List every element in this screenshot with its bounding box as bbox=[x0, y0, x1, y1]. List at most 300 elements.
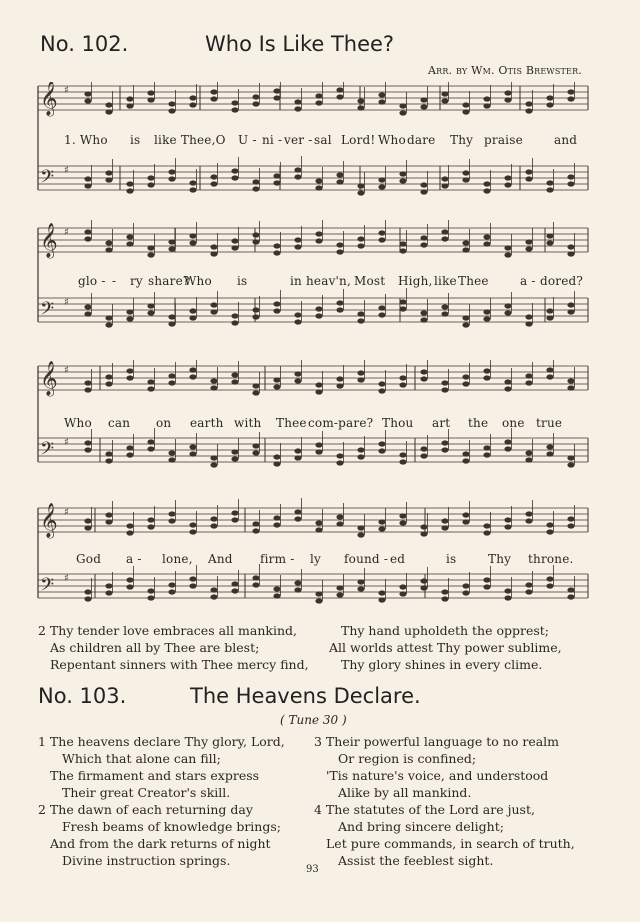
tune-reference: ( Tune 30 ) bbox=[280, 713, 347, 727]
note-head bbox=[210, 181, 217, 186]
lyric-word: Who bbox=[184, 274, 212, 288]
note-head bbox=[168, 108, 175, 113]
note-head bbox=[147, 245, 154, 250]
note-head bbox=[105, 374, 112, 379]
lyric-word: Thee bbox=[276, 416, 307, 430]
note-head bbox=[231, 456, 238, 461]
verse-2 bbox=[38, 801, 285, 869]
treble-clef-icon: 𝄞 bbox=[40, 503, 58, 538]
note-head bbox=[189, 367, 196, 372]
note-head bbox=[483, 103, 490, 108]
note-head bbox=[252, 450, 259, 455]
note-head bbox=[294, 319, 301, 324]
note-head bbox=[231, 238, 238, 243]
note-head bbox=[483, 241, 490, 246]
note-head bbox=[105, 381, 112, 386]
note-head bbox=[378, 441, 385, 446]
note-head bbox=[294, 587, 301, 592]
verse-line: 3 Their powerful language to no realm bbox=[314, 734, 560, 749]
note-head bbox=[168, 589, 175, 594]
verse-4 bbox=[314, 801, 575, 869]
note-head bbox=[168, 518, 175, 523]
note-head bbox=[84, 98, 91, 103]
note-head bbox=[315, 313, 322, 318]
lyric-word: Who bbox=[64, 416, 92, 430]
note-head bbox=[168, 321, 175, 326]
note-head bbox=[105, 458, 112, 463]
note-head bbox=[126, 368, 133, 373]
verse-line: As children all by Thee are blest; bbox=[50, 640, 260, 655]
key-sharp-icon: ♯ bbox=[64, 227, 69, 238]
note-head bbox=[147, 379, 154, 384]
note-head bbox=[252, 314, 259, 319]
note-head bbox=[147, 524, 154, 529]
note-head bbox=[126, 584, 133, 589]
note-head bbox=[525, 450, 532, 455]
note-head bbox=[525, 108, 532, 113]
lyric-word: Thy bbox=[488, 552, 512, 566]
note-head bbox=[441, 518, 448, 523]
note-head bbox=[357, 525, 364, 530]
note-head bbox=[483, 445, 490, 450]
verse-line: Which that alone can fill; bbox=[62, 751, 221, 766]
note-head bbox=[483, 584, 490, 589]
lyric-word: ry bbox=[130, 274, 143, 288]
note-head bbox=[294, 580, 301, 585]
note-head bbox=[357, 190, 364, 195]
lyric-word: 1. Who bbox=[64, 133, 108, 147]
lyric-word: in heav'n, bbox=[290, 274, 351, 288]
treble-clef-icon: 𝄞 bbox=[40, 223, 58, 258]
note-head bbox=[336, 453, 343, 458]
note-head bbox=[504, 588, 511, 593]
note-head bbox=[126, 188, 133, 193]
note-head bbox=[189, 583, 196, 588]
note-head bbox=[462, 590, 469, 595]
note-head bbox=[378, 237, 385, 242]
note-head bbox=[504, 90, 511, 95]
note-head bbox=[231, 510, 238, 515]
note-head bbox=[315, 306, 322, 311]
note-head bbox=[168, 373, 175, 378]
note-head bbox=[546, 576, 553, 581]
key-sharp-icon: ♯ bbox=[64, 165, 69, 176]
treble-clef-icon: 𝄞 bbox=[40, 82, 58, 116]
note-head bbox=[357, 318, 364, 323]
note-head bbox=[462, 451, 469, 456]
note-head bbox=[525, 176, 532, 181]
note-head bbox=[84, 596, 91, 601]
note-head bbox=[525, 314, 532, 319]
note-head bbox=[210, 244, 217, 249]
note-head bbox=[420, 531, 427, 536]
note-head bbox=[273, 301, 280, 306]
bass-clef-icon: 𝄢 bbox=[40, 439, 55, 464]
note-head bbox=[315, 527, 322, 532]
note-head bbox=[462, 458, 469, 463]
note-head bbox=[252, 239, 259, 244]
note-head bbox=[189, 374, 196, 379]
lyric-word: on bbox=[156, 416, 172, 430]
note-head bbox=[504, 175, 511, 180]
note-head bbox=[546, 102, 553, 107]
note-head bbox=[420, 578, 427, 583]
lyric-word: dare bbox=[407, 133, 436, 147]
lyric-word: Thee bbox=[458, 274, 489, 288]
note-head bbox=[462, 512, 469, 517]
note-head bbox=[189, 529, 196, 534]
note-head bbox=[273, 88, 280, 93]
note-head bbox=[105, 170, 112, 175]
note-head bbox=[84, 525, 91, 530]
note-head bbox=[525, 169, 532, 174]
note-head bbox=[504, 252, 511, 257]
note-head bbox=[315, 382, 322, 387]
note-head bbox=[336, 179, 343, 184]
note-head bbox=[546, 529, 553, 534]
note-head bbox=[252, 443, 259, 448]
note-head bbox=[231, 588, 238, 593]
note-head bbox=[441, 440, 448, 445]
lyric-word: share? bbox=[148, 274, 190, 288]
note-head bbox=[336, 94, 343, 99]
note-head bbox=[567, 523, 574, 528]
note-head bbox=[126, 181, 133, 186]
note-head bbox=[420, 104, 427, 109]
lyric-word: Thou bbox=[382, 416, 414, 430]
note-head bbox=[126, 523, 133, 528]
note-head bbox=[462, 102, 469, 107]
note-head bbox=[147, 182, 154, 187]
note-head bbox=[84, 91, 91, 96]
bass-clef-icon: 𝄢 bbox=[40, 167, 55, 192]
verse-1 bbox=[38, 733, 285, 801]
note-head bbox=[105, 109, 112, 114]
music-system-2 bbox=[0, 220, 640, 360]
note-head bbox=[420, 585, 427, 590]
note-head bbox=[441, 311, 448, 316]
note-head bbox=[504, 182, 511, 187]
note-head bbox=[504, 310, 511, 315]
lyric-word: ver - bbox=[284, 133, 313, 147]
lyric-word: found - bbox=[344, 552, 389, 566]
note-head bbox=[525, 321, 532, 326]
note-head bbox=[189, 240, 196, 245]
note-head bbox=[399, 382, 406, 387]
note-head bbox=[336, 249, 343, 254]
note-head bbox=[462, 322, 469, 327]
note-head bbox=[336, 592, 343, 597]
note-head bbox=[294, 371, 301, 376]
note-head bbox=[147, 386, 154, 391]
note-head bbox=[399, 171, 406, 176]
note-head bbox=[462, 315, 469, 320]
note-head bbox=[147, 446, 154, 451]
verse-line: Fresh beams of knowledge brings; bbox=[62, 819, 281, 834]
note-head bbox=[504, 303, 511, 308]
key-sharp-icon: ♯ bbox=[64, 437, 69, 448]
key-sharp-icon: ♯ bbox=[64, 297, 69, 308]
note-head bbox=[441, 304, 448, 309]
note-head bbox=[441, 98, 448, 103]
staff-pair-2 bbox=[0, 220, 640, 360]
note-head bbox=[483, 375, 490, 380]
note-head bbox=[126, 577, 133, 582]
note-head bbox=[210, 594, 217, 599]
note-head bbox=[231, 313, 238, 318]
verse-line: 1 The heavens declare Thy glory, Lord, bbox=[38, 734, 285, 749]
lyric-word: com-pare? bbox=[308, 416, 374, 430]
note-head bbox=[546, 240, 553, 245]
note-head bbox=[210, 302, 217, 307]
note-head bbox=[231, 100, 238, 105]
note-head bbox=[504, 97, 511, 102]
note-head bbox=[546, 308, 553, 313]
note-head bbox=[483, 316, 490, 321]
note-head bbox=[567, 309, 574, 314]
verse-line: Alike by all mankind. bbox=[338, 785, 472, 800]
note-head bbox=[567, 89, 574, 94]
note-head bbox=[567, 302, 574, 307]
note-head bbox=[378, 381, 385, 386]
note-head bbox=[273, 308, 280, 313]
note-head bbox=[294, 509, 301, 514]
note-head bbox=[357, 454, 364, 459]
note-head bbox=[483, 530, 490, 535]
note-head bbox=[546, 367, 553, 372]
note-head bbox=[126, 445, 133, 450]
note-head bbox=[378, 230, 385, 235]
note-head bbox=[399, 591, 406, 596]
note-head bbox=[336, 307, 343, 312]
note-head bbox=[546, 233, 553, 238]
note-head bbox=[189, 576, 196, 581]
note-head bbox=[273, 173, 280, 178]
note-head bbox=[126, 241, 133, 246]
note-head bbox=[84, 589, 91, 594]
note-head bbox=[126, 234, 133, 239]
note-head bbox=[567, 594, 574, 599]
lyric-word: art bbox=[432, 416, 451, 430]
lyric-word: is bbox=[446, 552, 457, 566]
verse-line: Their great Creator's skill. bbox=[62, 785, 231, 800]
bass-clef-icon: 𝄢 bbox=[40, 575, 55, 600]
note-head bbox=[84, 304, 91, 309]
note-head bbox=[504, 517, 511, 522]
note-head bbox=[420, 242, 427, 247]
note-head bbox=[252, 307, 259, 312]
note-head bbox=[357, 98, 364, 103]
note-head bbox=[84, 447, 91, 452]
lyric-word: glo - bbox=[78, 274, 106, 288]
lyric-word: dored? bbox=[540, 274, 584, 288]
lyric-word: the bbox=[468, 416, 489, 430]
note-head bbox=[567, 462, 574, 467]
note-head bbox=[357, 105, 364, 110]
note-head bbox=[210, 309, 217, 314]
note-head bbox=[126, 103, 133, 108]
verse-line: Assist the feeblest sight. bbox=[338, 853, 494, 868]
verse-line: Thy hand upholdeth the opprest; bbox=[341, 623, 550, 638]
note-head bbox=[399, 459, 406, 464]
lyric-word: one bbox=[502, 416, 525, 430]
note-head bbox=[231, 372, 238, 377]
note-head bbox=[441, 229, 448, 234]
note-head bbox=[147, 175, 154, 180]
note-head bbox=[504, 595, 511, 600]
note-head bbox=[441, 447, 448, 452]
note-head bbox=[420, 189, 427, 194]
note-head bbox=[525, 373, 532, 378]
note-head bbox=[462, 381, 469, 386]
note-head bbox=[273, 461, 280, 466]
note-head bbox=[399, 110, 406, 115]
treble-clef-icon: 𝄞 bbox=[40, 361, 58, 396]
hymn-102-verse-2-right bbox=[329, 622, 562, 673]
note-head bbox=[231, 449, 238, 454]
lyric-word: like Thee,O bbox=[154, 133, 226, 147]
note-head bbox=[525, 518, 532, 523]
note-head bbox=[357, 311, 364, 316]
note-head bbox=[168, 246, 175, 251]
note-head bbox=[84, 183, 91, 188]
note-head bbox=[105, 102, 112, 107]
note-head bbox=[483, 188, 490, 193]
note-head bbox=[84, 229, 91, 234]
note-head bbox=[567, 244, 574, 249]
note-head bbox=[147, 310, 154, 315]
note-head bbox=[168, 457, 175, 462]
note-head bbox=[441, 596, 448, 601]
note-head bbox=[525, 246, 532, 251]
lyric-word: is bbox=[237, 274, 248, 288]
note-head bbox=[399, 513, 406, 518]
note-head bbox=[294, 244, 301, 249]
lyric-word: a - bbox=[520, 274, 536, 288]
verse-line: Thy glory shines in every clime. bbox=[341, 657, 543, 672]
note-head bbox=[399, 178, 406, 183]
note-head bbox=[546, 583, 553, 588]
note-head bbox=[483, 577, 490, 582]
note-head bbox=[168, 176, 175, 181]
note-head bbox=[546, 444, 553, 449]
note-head bbox=[315, 598, 322, 603]
note-head bbox=[252, 232, 259, 237]
note-head bbox=[231, 581, 238, 586]
lyric-word: Thy bbox=[450, 133, 474, 147]
note-head bbox=[399, 103, 406, 108]
lyric-word: And bbox=[208, 552, 233, 566]
note-head bbox=[420, 369, 427, 374]
note-head bbox=[252, 521, 259, 526]
page-number: 93 bbox=[306, 864, 319, 875]
note-head bbox=[378, 388, 385, 393]
note-head bbox=[294, 448, 301, 453]
note-head bbox=[273, 377, 280, 382]
lyric-word: High, bbox=[398, 274, 433, 288]
note-head bbox=[315, 449, 322, 454]
note-head bbox=[378, 177, 385, 182]
note-head bbox=[546, 451, 553, 456]
note-head bbox=[147, 252, 154, 257]
lyric-word: ed bbox=[390, 552, 406, 566]
note-head bbox=[357, 243, 364, 248]
lyric-word: a - bbox=[126, 552, 142, 566]
note-head bbox=[483, 452, 490, 457]
note-head bbox=[294, 106, 301, 111]
note-head bbox=[420, 446, 427, 451]
hymn-title: Who Is Like Thee? bbox=[205, 32, 395, 56]
note-head bbox=[420, 182, 427, 187]
note-head bbox=[231, 107, 238, 112]
note-head bbox=[399, 452, 406, 457]
note-head bbox=[168, 582, 175, 587]
note-head bbox=[336, 300, 343, 305]
note-head bbox=[567, 251, 574, 256]
note-head bbox=[420, 310, 427, 315]
note-head bbox=[315, 520, 322, 525]
note-head bbox=[441, 183, 448, 188]
note-head bbox=[189, 308, 196, 313]
note-head bbox=[147, 595, 154, 600]
note-head bbox=[273, 250, 280, 255]
note-head bbox=[273, 384, 280, 389]
note-head bbox=[273, 515, 280, 520]
note-head bbox=[210, 385, 217, 390]
lyric-word: God bbox=[76, 552, 102, 566]
lyric-word: throne. bbox=[528, 552, 574, 566]
lyric-word: is bbox=[130, 133, 141, 147]
note-head bbox=[525, 457, 532, 462]
note-head bbox=[189, 187, 196, 192]
key-sharp-icon: ♯ bbox=[64, 85, 69, 96]
note-head bbox=[231, 168, 238, 173]
note-head bbox=[525, 511, 532, 516]
note-head bbox=[210, 587, 217, 592]
note-head bbox=[105, 583, 112, 588]
note-head bbox=[210, 174, 217, 179]
note-head bbox=[315, 178, 322, 183]
lyric-word: U - bbox=[238, 133, 257, 147]
verse-line: Let pure commands, in search of truth, bbox=[326, 836, 575, 851]
note-head bbox=[105, 519, 112, 524]
note-head bbox=[252, 94, 259, 99]
note-head bbox=[378, 312, 385, 317]
verse-line: 2 The dawn of each returning day bbox=[38, 802, 253, 817]
note-head bbox=[105, 315, 112, 320]
hymn-103-right-column bbox=[314, 733, 575, 869]
note-head bbox=[273, 243, 280, 248]
note-head bbox=[357, 447, 364, 452]
note-head bbox=[168, 380, 175, 385]
verse-line: All worlds attest Thy power sublime, bbox=[329, 640, 562, 655]
note-head bbox=[357, 236, 364, 241]
verse-line: 'Tis nature's voice, and understood bbox=[326, 768, 549, 783]
note-head bbox=[126, 96, 133, 101]
note-head bbox=[105, 322, 112, 327]
note-head bbox=[168, 169, 175, 174]
note-head bbox=[357, 183, 364, 188]
note-head bbox=[105, 177, 112, 182]
note-head bbox=[462, 519, 469, 524]
note-head bbox=[294, 312, 301, 317]
note-head bbox=[315, 231, 322, 236]
note-head bbox=[483, 368, 490, 373]
note-head bbox=[252, 582, 259, 587]
note-head bbox=[462, 240, 469, 245]
note-head bbox=[294, 167, 301, 172]
note-head bbox=[147, 588, 154, 593]
